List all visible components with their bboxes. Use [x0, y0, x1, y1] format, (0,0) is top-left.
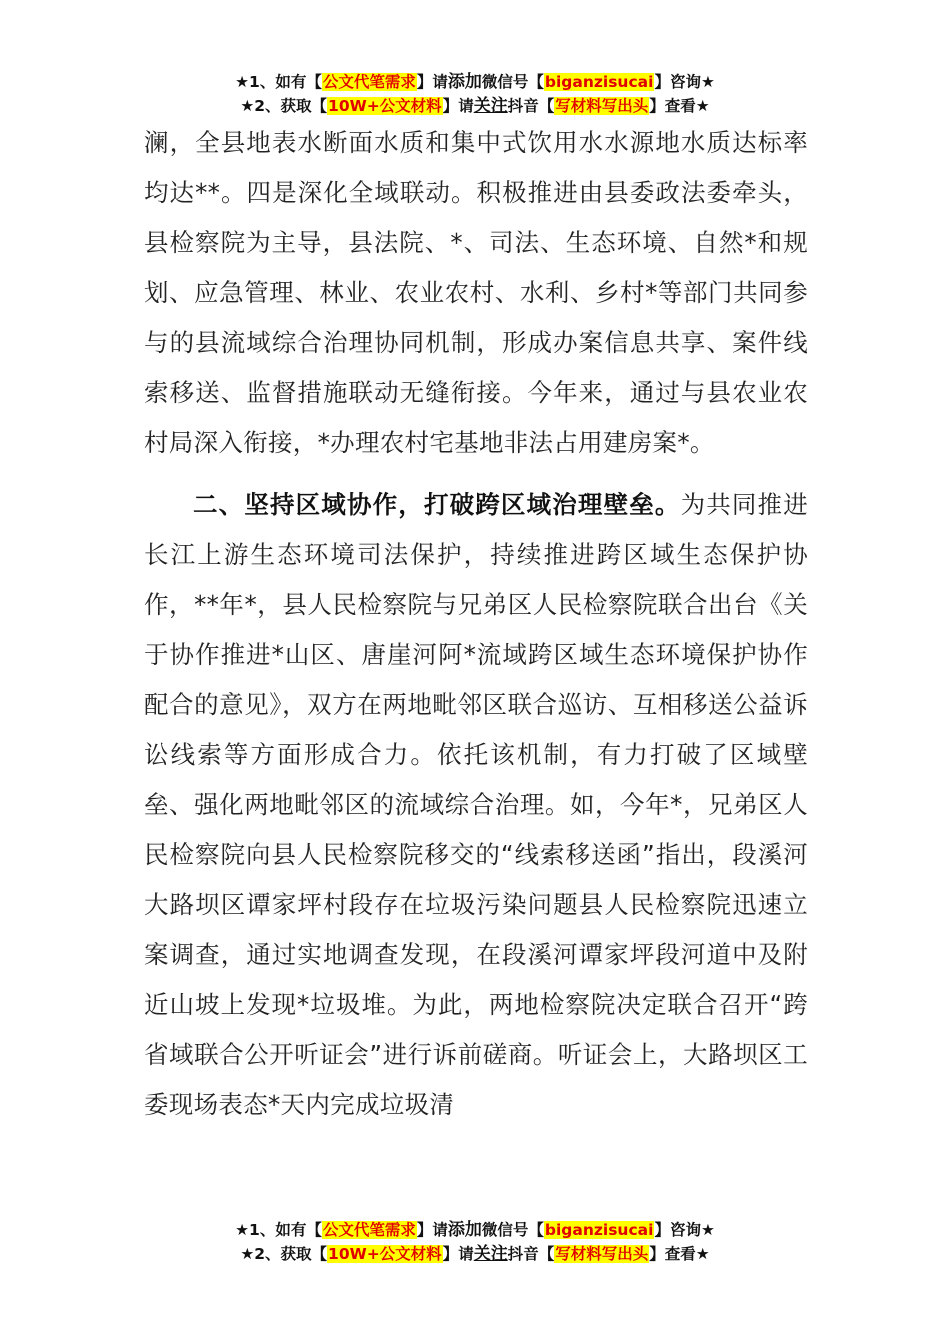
banner-highlight: 写材料写出头 — [555, 97, 649, 115]
banner-text: 】请 — [416, 73, 448, 91]
document-body — [144, 118, 808, 1130]
banner-highlight: 公文代笔需求 — [322, 73, 416, 91]
banner-emphasis: 添加 — [447, 1220, 482, 1240]
banner-text: 】查看★ — [649, 97, 710, 115]
banner-text: 微信号【 — [481, 1221, 544, 1239]
banner-emphasis: 关注 — [473, 1244, 508, 1264]
banner-text: ★1、如有【 — [235, 1221, 322, 1239]
banner-line-1 — [0, 1218, 950, 1242]
section-heading: 二、坚持区域协作，打破跨区域治理壁垒。 — [193, 490, 681, 519]
banner-emphasis: 添加 — [447, 72, 482, 92]
paragraph-2 — [144, 480, 808, 1130]
paragraph-2-body: 为共同推进长江上游生态环境司法保护，持续推进跨区域生态保护协作，**年*，县人民检察院与兄弟区人民检察院联合出台《关于协作推进*山区、唐崖河阿*流域跨区域生态环境保护协作配合的意见》，双方在两地毗邻区联合巡访、互相移送公益诉讼线索等方面形成合力。依托该机制，有力打破了区域壁垒、强化两地毗邻区的流域综合治理。如，今年*，兄弟区人民检察院向县人民检察院移交的“线索移送函”指出，段溪河大路坝区谭家坪村段存在垃圾污染问题县人民检察院迅速立案调查，通过实地调查发现，在段溪河谭家坪段河道中及附近山坡上发现*垃圾堆。为此，两地检察院决定联合召开“跨省域联合公开听证会”进行诉前磋商。听证会上，大路坝区工委现场表态*天内完成垃圾清 — [144, 490, 809, 1119]
banner-text: 】查看★ — [649, 1245, 710, 1263]
banner-text: 】咨询★ — [654, 73, 715, 91]
banner-text: 抖音【 — [507, 1245, 555, 1263]
banner-text: 】请 — [442, 1245, 474, 1263]
banner-emphasis: 关注 — [473, 96, 508, 116]
banner-line-1 — [0, 70, 950, 94]
banner-line-2 — [0, 94, 950, 118]
banner-text: 】请 — [416, 1221, 448, 1239]
banner-text: ★2、获取【 — [240, 1245, 328, 1263]
banner-text: 抖音【 — [507, 97, 555, 115]
banner-text: 微信号【 — [481, 73, 544, 91]
banner-text: 】咨询★ — [654, 1221, 715, 1239]
footer-banner — [0, 1218, 950, 1266]
banner-highlight: 公文代笔需求 — [322, 1221, 416, 1239]
banner-highlight: 10W+公文材料 — [328, 97, 442, 115]
banner-highlight: 写材料写出头 — [555, 1245, 649, 1263]
header-banner — [0, 70, 950, 118]
banner-text: ★1、如有【 — [235, 73, 322, 91]
banner-text: ★2、获取【 — [240, 97, 328, 115]
banner-text: 】请 — [442, 97, 474, 115]
banner-highlight: 10W+公文材料 — [328, 1245, 442, 1263]
paragraph-1: 澜，全县地表水断面水质和集中式饮用水水源地水质达标率均达**。四是深化全域联动。积极推进由县委政法委牵头，县检察院为主导，县法院、*、司法、生态环境、自然*和规划、应急管理、林业、农业农村、水利、乡村*等部门共同参与的县流域综合治理协同机制，形成办案信息共享、案件线索移送、监督措施联动无缝衔接。今年来，通过与县农业农村局深入衔接，*办理农村宅基地非法占用建房案*。 — [144, 128, 808, 457]
banner-line-2 — [0, 1242, 950, 1266]
banner-highlight: biganzisucai — [544, 73, 654, 91]
banner-highlight: biganzisucai — [544, 1221, 654, 1239]
